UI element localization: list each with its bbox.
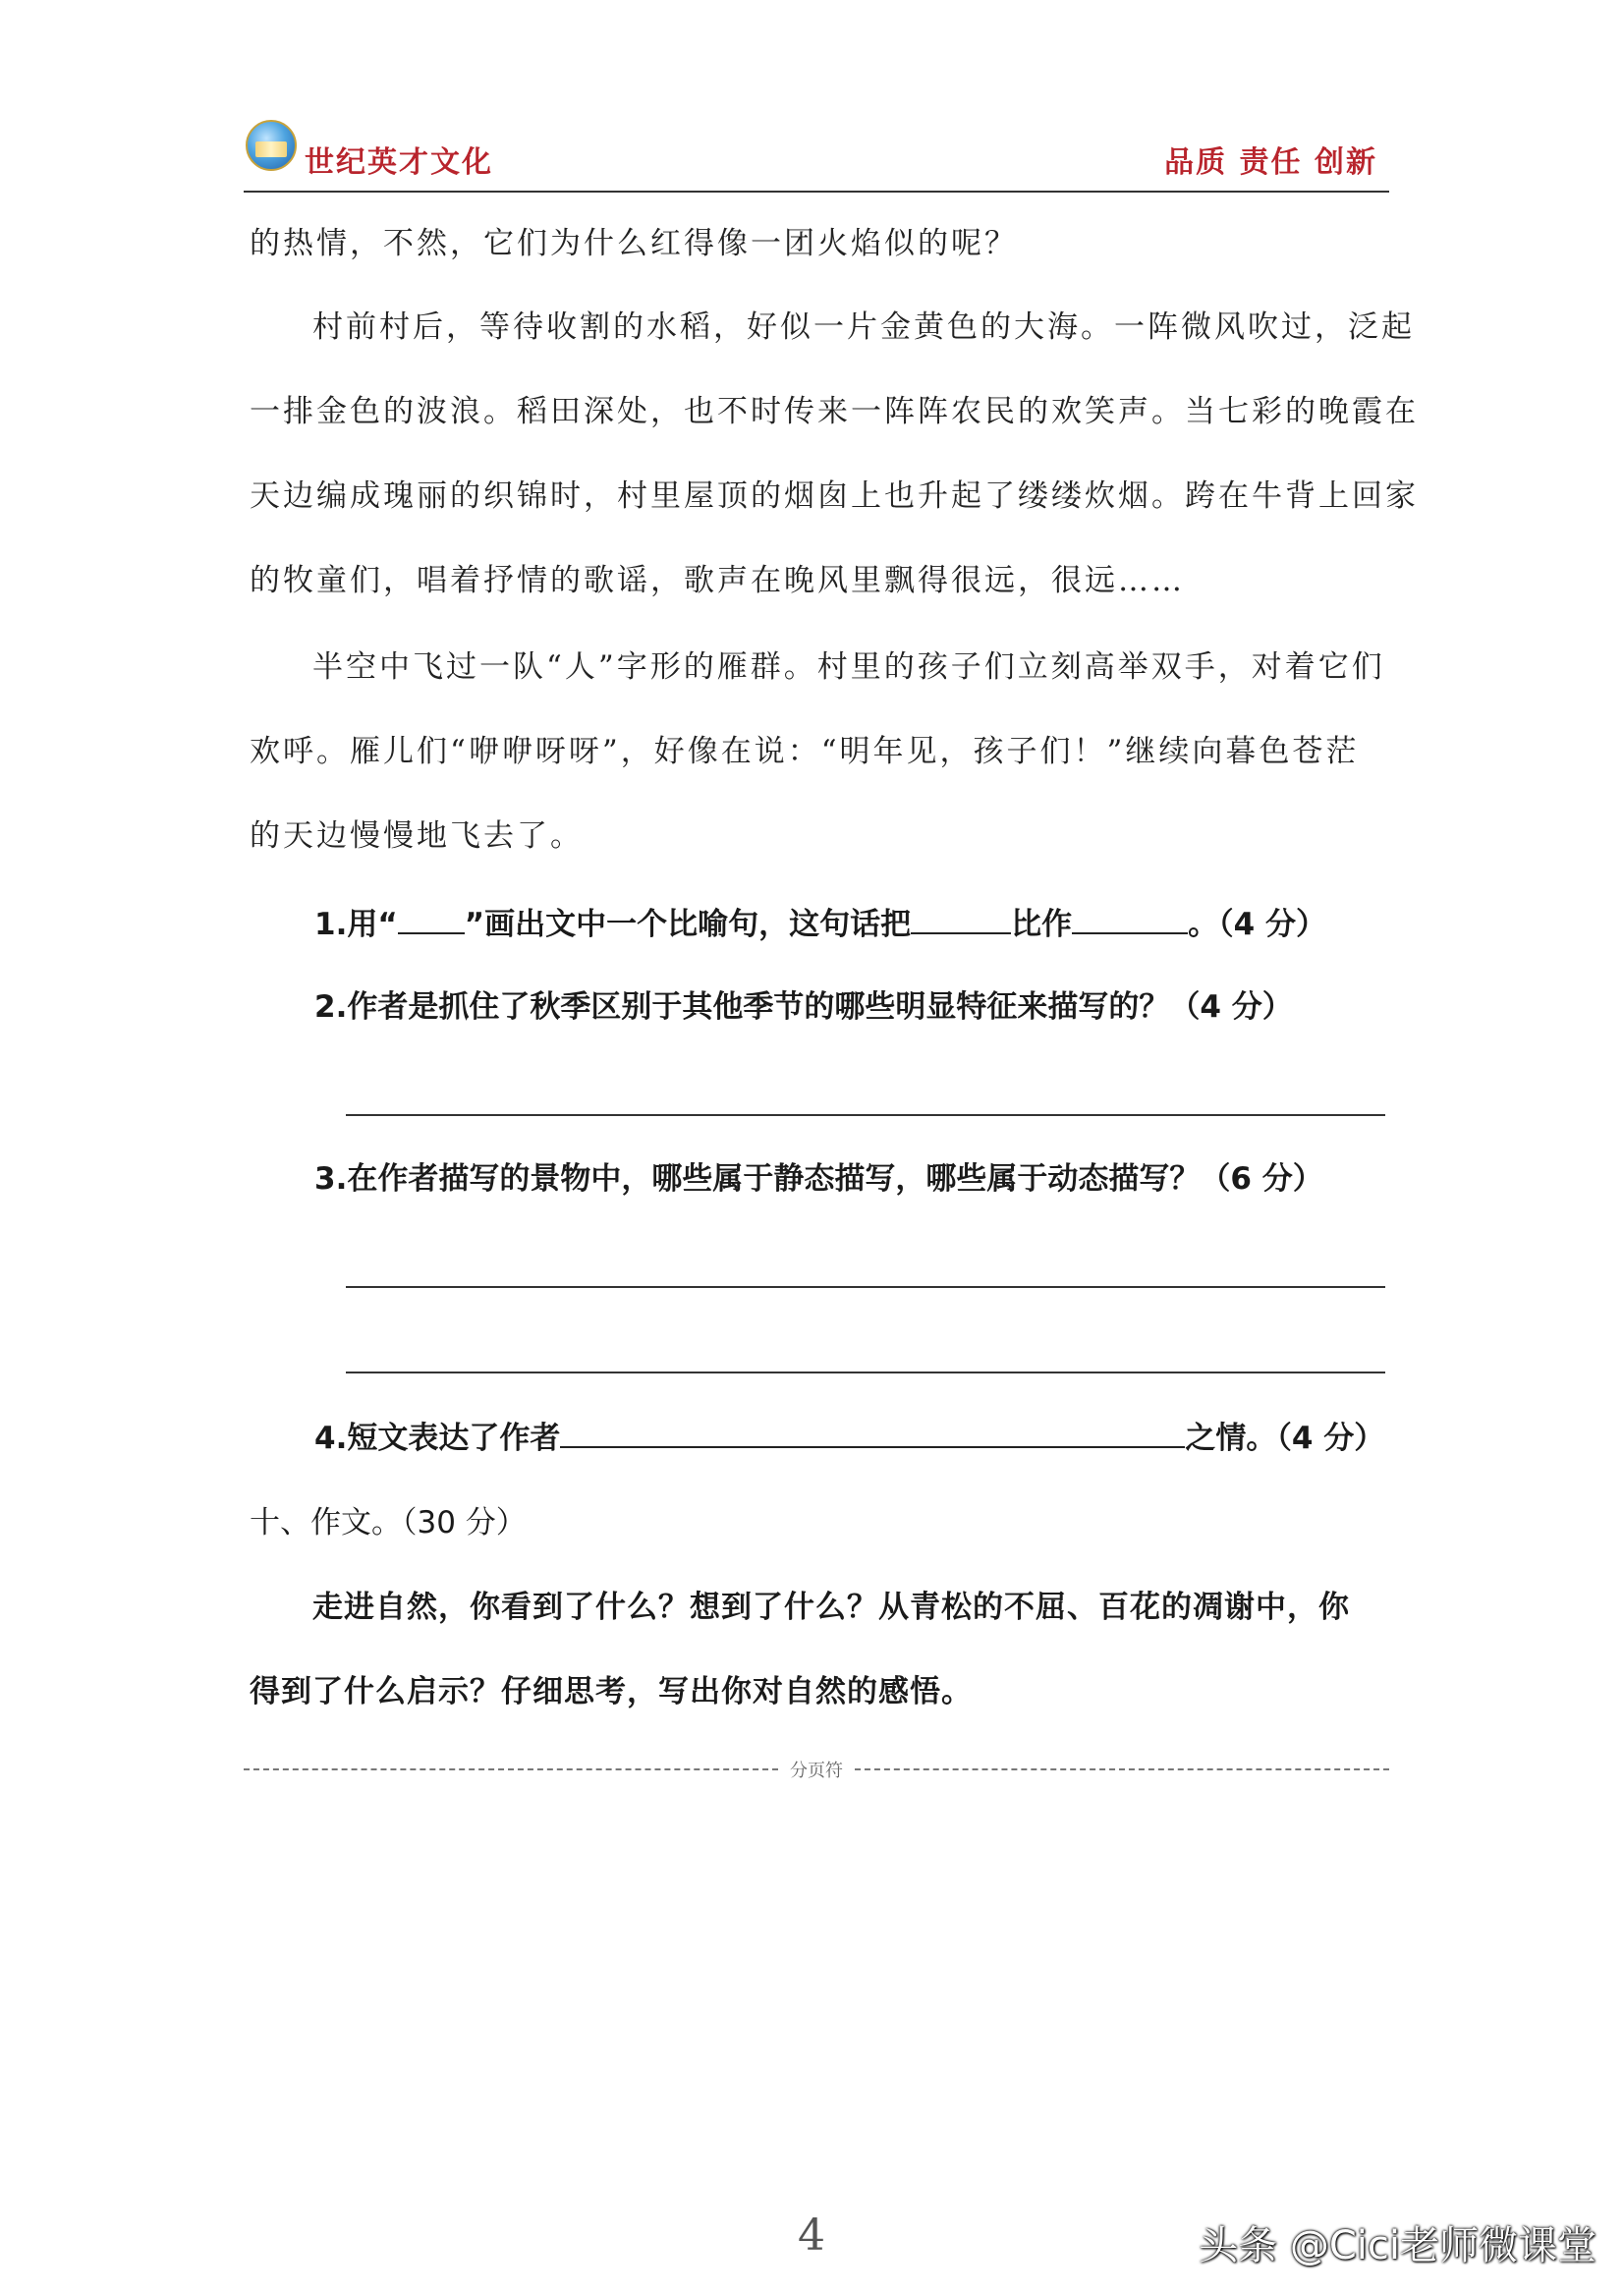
question-1: 1.用“ ”画出文中一个比喻句，这句话把 比作 。（4 分） [314,903,1326,944]
composition-prompt-line-2: 得到了什么启示？仔细思考，写出你对自然的感悟。 [250,1674,973,1709]
page-break-dash-right [855,1768,1389,1770]
composition-prompt-line-1: 走进自然，你看到了什么？想到了什么？从青松的不屈、百花的凋谢中，你 [312,1590,1350,1625]
passage-line-3: 一排金色的波浪。稻田深处，也不时传来一阵阵农民的欢笑声。当七彩的晚霞在 [250,394,1419,429]
passage-line-7: 欢呼。雁儿们“咿咿呀呀”，好像在说：“明年见，孩子们！”继续向暮色苍茫 [250,734,1360,769]
book-logo-icon [255,141,287,157]
brand-name: 世纪英才文化 [305,145,493,180]
question-3: 3.在作者描写的景物中，哪些属于静态描写，哪些属于动态描写？（6 分） [314,1161,1323,1197]
question-2: 2.作者是抓住了秋季区别于其他季节的哪些明显特征来描写的？（4 分） [314,989,1293,1025]
q3-answer-line-2[interactable] [346,1372,1385,1373]
passage-line-5: 的牧童们，唱着抒情的歌谣，歌声在晚风里飘得很远，很远…… [250,563,1185,598]
composition-heading: 十、作文。（30 分） [250,1505,527,1540]
q1-underline-blank[interactable] [398,903,465,934]
page-header [244,116,1389,193]
q2-answer-line[interactable] [346,1114,1385,1116]
page-break-label: 分页符 [790,1761,843,1781]
page-number: 4 [798,2211,825,2261]
passage-line-6: 半空中飞过一队“人”字形的雁群。村里的孩子们立刻高举双手，对着它们 [312,649,1385,685]
passage-line-8: 的天边慢慢地飞去了。 [250,818,584,854]
q4-answer-blank[interactable] [560,1417,1185,1448]
page-break-divider [244,1759,1389,1781]
watermark: 头条 @Cici老师微课堂 [1199,2223,1596,2268]
passage-line-2: 村前村后，等待收割的水稻，好似一片金黄色的大海。一阵微风吹过，泛起 [312,309,1415,345]
brand-motto: 品质 责任 创新 [1164,145,1377,180]
q1-subject-blank[interactable] [911,903,1011,934]
q1-object-blank[interactable] [1072,903,1188,934]
question-4: 4.短文表达了作者 之情。（4 分） [314,1417,1384,1458]
passage-line-4: 天边编成瑰丽的织锦时，村里屋顶的烟囱上也升起了缕缕炊烟。跨在牛背上回家 [250,478,1419,514]
passage-line-1: 的热情，不然，它们为什么红得像一团火焰似的呢？ [250,226,1018,261]
page-break-dash-left [244,1768,778,1770]
q3-answer-line-1[interactable] [346,1286,1385,1288]
